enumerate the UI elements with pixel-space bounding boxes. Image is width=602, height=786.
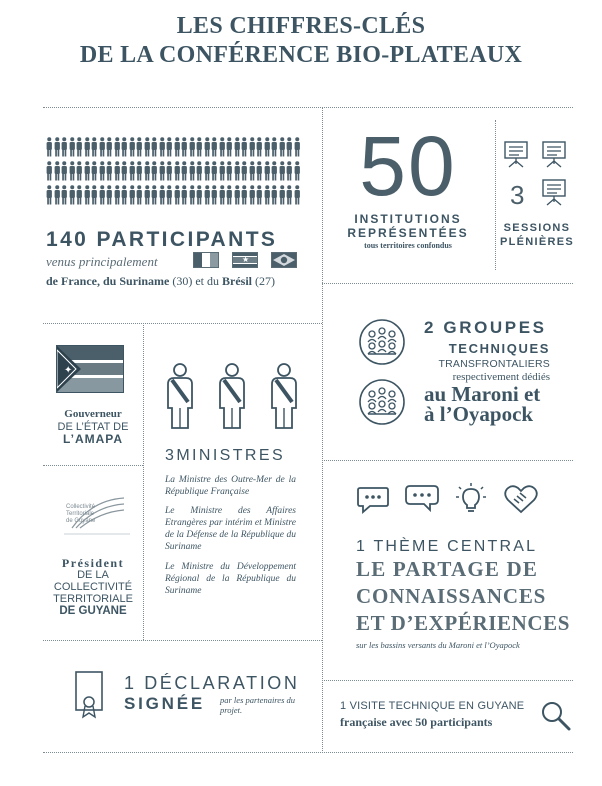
ministre-3: Le Ministre du Développement Régional de la République du Suriname bbox=[165, 562, 296, 596]
visite-line2: française avec 50 participants bbox=[340, 715, 493, 729]
sessions-line1: SESSIONS bbox=[503, 222, 571, 234]
person-icon bbox=[166, 161, 173, 181]
participants-headline: 140 PARTICIPANTS bbox=[46, 228, 278, 251]
amapa-flag-icon bbox=[56, 345, 124, 393]
country-suriname: Suriname bbox=[119, 274, 170, 288]
institutions-line1: INSTITUTIONS bbox=[354, 212, 462, 226]
person-icon bbox=[76, 137, 83, 157]
groupes-line2: TECHNIQUES bbox=[448, 341, 550, 356]
person-icon bbox=[91, 137, 98, 157]
person-icon bbox=[256, 161, 263, 181]
person-icon bbox=[166, 137, 173, 157]
ministre-1: La Ministre des Outre-Mer de la République Française bbox=[165, 475, 296, 497]
person-icon bbox=[69, 185, 76, 205]
person-icon bbox=[189, 185, 196, 205]
groupes-line3: TRANSFRONTALIERS bbox=[438, 358, 550, 370]
person-icon bbox=[159, 137, 166, 157]
person-icon bbox=[204, 161, 211, 181]
divider-top bbox=[43, 107, 573, 108]
sessions-line2: PLÉNIÈRES bbox=[499, 236, 575, 248]
logo-line2: Territoriale bbox=[66, 511, 95, 517]
person-icon bbox=[234, 137, 241, 157]
person-icon bbox=[286, 185, 293, 205]
theme-line5: sur les bassins versants du Maroni et l’Oyapock bbox=[356, 640, 520, 650]
person-icon bbox=[241, 185, 248, 205]
person-icon bbox=[174, 185, 181, 205]
person-icon bbox=[249, 185, 256, 205]
institutions-number: 50 bbox=[359, 119, 457, 213]
theme-line4: ET D’EXPÉRIENCES bbox=[356, 611, 571, 635]
person-icon bbox=[106, 185, 113, 205]
person-icon bbox=[106, 161, 113, 181]
person-icon bbox=[226, 161, 233, 181]
person-icon bbox=[54, 161, 61, 181]
person-icon bbox=[174, 137, 181, 157]
person-icon bbox=[204, 137, 211, 157]
president-line2: DE LA bbox=[77, 569, 109, 581]
gouverneur-line3: L’AMAPA bbox=[62, 432, 124, 446]
groupes-line5: au Maroni et bbox=[424, 382, 541, 406]
president-line5: DE GUYANE bbox=[59, 605, 127, 617]
person-icon bbox=[294, 137, 301, 157]
person-icon bbox=[129, 161, 136, 181]
visite-line1: 1 VISITE TECHNIQUE EN GUYANE bbox=[340, 700, 525, 712]
person-icon bbox=[84, 185, 91, 205]
divider-sessions bbox=[495, 120, 496, 270]
ministres-icons bbox=[164, 362, 300, 430]
participants-countries bbox=[46, 274, 275, 289]
theme-line2: LE PARTAGE DE bbox=[356, 557, 539, 581]
person-icon bbox=[54, 137, 61, 157]
person-icon bbox=[129, 185, 136, 205]
theme-icons bbox=[356, 482, 540, 516]
magnifier-icon bbox=[540, 700, 572, 732]
person-icon bbox=[219, 161, 226, 181]
person-icon bbox=[136, 185, 143, 205]
divider-left-inner bbox=[143, 323, 144, 640]
person-icon bbox=[219, 185, 226, 205]
person-icon bbox=[264, 161, 271, 181]
person-icon bbox=[181, 161, 188, 181]
person-icon bbox=[234, 161, 241, 181]
person-icon bbox=[256, 185, 263, 205]
person-icon bbox=[181, 137, 188, 157]
person-icon bbox=[76, 161, 83, 181]
person-icon bbox=[249, 161, 256, 181]
president-line4: TERRITORIALE bbox=[53, 593, 133, 605]
person-icon bbox=[241, 161, 248, 181]
person-icon bbox=[196, 185, 203, 205]
ministre-2: Le Ministre des Affaires Etrangères par intérim et Ministre de la Défense de la République du Suriname bbox=[165, 506, 296, 552]
ministres-label: MINISTRES bbox=[176, 447, 286, 464]
speech-bubble-icon bbox=[356, 482, 390, 516]
person-icon bbox=[99, 137, 106, 157]
person-icon bbox=[249, 137, 256, 157]
person-icon bbox=[136, 137, 143, 157]
lightbulb-icon bbox=[454, 482, 488, 516]
person-icon bbox=[84, 161, 91, 181]
person-icon bbox=[181, 185, 188, 205]
handshake-heart-icon bbox=[502, 482, 540, 516]
person-icon bbox=[151, 185, 158, 205]
person-icon bbox=[279, 161, 286, 181]
suriname-count: (30) et du bbox=[169, 274, 223, 288]
divider-left-row3 bbox=[43, 640, 322, 641]
declaration-line2: SIGNÉE bbox=[124, 694, 206, 713]
person-icon bbox=[196, 137, 203, 157]
person-icon bbox=[151, 137, 158, 157]
president-line3: COLLECTIVITÉ bbox=[53, 581, 133, 593]
declaration-note: par les partenaires du projet. bbox=[220, 695, 296, 715]
divider-bottom bbox=[43, 752, 573, 753]
theme-line3: CONNAISSANCES bbox=[356, 584, 547, 608]
bresil-flag-icon bbox=[271, 252, 297, 268]
person-icon bbox=[279, 137, 286, 157]
divider-left-row1 bbox=[43, 323, 322, 324]
groupe-maroni-icon bbox=[358, 318, 406, 366]
declaration-document-icon bbox=[74, 670, 106, 720]
person-icon bbox=[121, 185, 128, 205]
ministres-title bbox=[165, 447, 285, 465]
person-icon bbox=[264, 185, 271, 205]
person-icon bbox=[189, 161, 196, 181]
divider-right-row1 bbox=[322, 283, 573, 284]
person-icon bbox=[69, 161, 76, 181]
svg-text:✦: ✦ bbox=[64, 365, 73, 376]
person-icon bbox=[196, 161, 203, 181]
person-icon bbox=[189, 137, 196, 157]
person-icon bbox=[211, 185, 218, 205]
person-icon bbox=[174, 161, 181, 181]
institutions-line3: tous territoires confondus bbox=[364, 241, 452, 250]
person-icon bbox=[294, 161, 301, 181]
minister-icon bbox=[268, 362, 300, 430]
person-icon bbox=[286, 137, 293, 157]
person-icon bbox=[46, 185, 53, 205]
gouverneur-line2: DE L’ÉTAT DE bbox=[57, 421, 129, 433]
person-icon bbox=[46, 161, 53, 181]
france-flag-icon bbox=[193, 252, 219, 268]
minister-icon bbox=[216, 362, 248, 430]
bresil-count: (27) bbox=[252, 274, 276, 288]
person-icon bbox=[211, 161, 218, 181]
divider-right-row3 bbox=[322, 680, 573, 681]
person-icon bbox=[286, 161, 293, 181]
person-icon bbox=[76, 185, 83, 205]
declaration-line1: 1 DÉCLARATION bbox=[124, 673, 300, 693]
person-icon bbox=[99, 161, 106, 181]
page-title-line-2: DE LA CONFÉRENCE BIO-PLATEAUX bbox=[79, 42, 523, 68]
person-icon bbox=[211, 137, 218, 157]
person-icon bbox=[226, 185, 233, 205]
gouverneur-line1: Gouverneur bbox=[64, 408, 122, 420]
groupe-oyapock-icon bbox=[358, 378, 406, 426]
person-icon bbox=[99, 185, 106, 205]
groupes-line4: respectivement dédiés bbox=[452, 371, 550, 383]
participants-subline: venus principalement bbox=[46, 254, 158, 269]
person-icon bbox=[241, 137, 248, 157]
person-icon bbox=[61, 161, 68, 181]
person-icon bbox=[106, 137, 113, 157]
person-icon bbox=[144, 161, 151, 181]
ministres-number: 3 bbox=[165, 447, 177, 464]
person-icon bbox=[271, 161, 278, 181]
person-icon bbox=[84, 137, 91, 157]
suriname-flag-icon: ★ bbox=[232, 252, 258, 268]
person-icon bbox=[61, 137, 68, 157]
person-icon bbox=[166, 185, 173, 205]
person-icon bbox=[114, 137, 121, 157]
person-icon bbox=[294, 185, 301, 205]
person-icon bbox=[69, 137, 76, 157]
person-icon bbox=[226, 137, 233, 157]
minister-icon bbox=[164, 362, 196, 430]
person-icon bbox=[234, 185, 241, 205]
person-icon bbox=[159, 161, 166, 181]
divider-center-vertical bbox=[322, 107, 323, 753]
person-icon bbox=[121, 161, 128, 181]
person-icon bbox=[271, 137, 278, 157]
person-icon bbox=[61, 185, 68, 205]
divider-right-row2 bbox=[322, 460, 573, 461]
person-icon bbox=[271, 185, 278, 205]
person-icon bbox=[256, 137, 263, 157]
person-icon bbox=[264, 137, 271, 157]
person-icon bbox=[204, 185, 211, 205]
person-icon bbox=[121, 137, 128, 157]
person-icon bbox=[91, 161, 98, 181]
page-title-line-1: LES CHIFFRES-CLÉS bbox=[176, 13, 426, 39]
chat-bubble-icon bbox=[404, 482, 440, 516]
theme-line1: 1 THÈME CENTRAL bbox=[356, 538, 538, 555]
groupes-line6: à l’Oyapock bbox=[424, 402, 534, 426]
divider-gouverneur bbox=[43, 465, 143, 466]
logo-line1: Collectivité bbox=[66, 504, 96, 510]
participants-icon-grid bbox=[46, 137, 302, 209]
sessions-number: 3 bbox=[510, 180, 525, 210]
person-icon bbox=[136, 161, 143, 181]
logo-line3: de Guyane bbox=[66, 518, 96, 524]
collectivite-logo bbox=[62, 490, 132, 540]
person-icon bbox=[129, 137, 136, 157]
person-icon bbox=[46, 137, 53, 157]
person-icon bbox=[114, 185, 121, 205]
person-icon bbox=[279, 185, 286, 205]
person-icon bbox=[114, 161, 121, 181]
person-icon bbox=[219, 137, 226, 157]
person-icon bbox=[159, 185, 166, 205]
countries-prefix: de France, du bbox=[46, 274, 120, 288]
person-icon bbox=[54, 185, 61, 205]
person-icon bbox=[91, 185, 98, 205]
institutions-line2: REPRÉSENTÉES bbox=[347, 226, 469, 240]
groupes-line1: 2 GROUPES bbox=[424, 318, 547, 337]
president-line1: Président bbox=[61, 556, 125, 570]
country-bresil: Brésil bbox=[222, 274, 253, 288]
person-icon bbox=[144, 185, 151, 205]
person-icon bbox=[144, 137, 151, 157]
person-icon bbox=[151, 161, 158, 181]
